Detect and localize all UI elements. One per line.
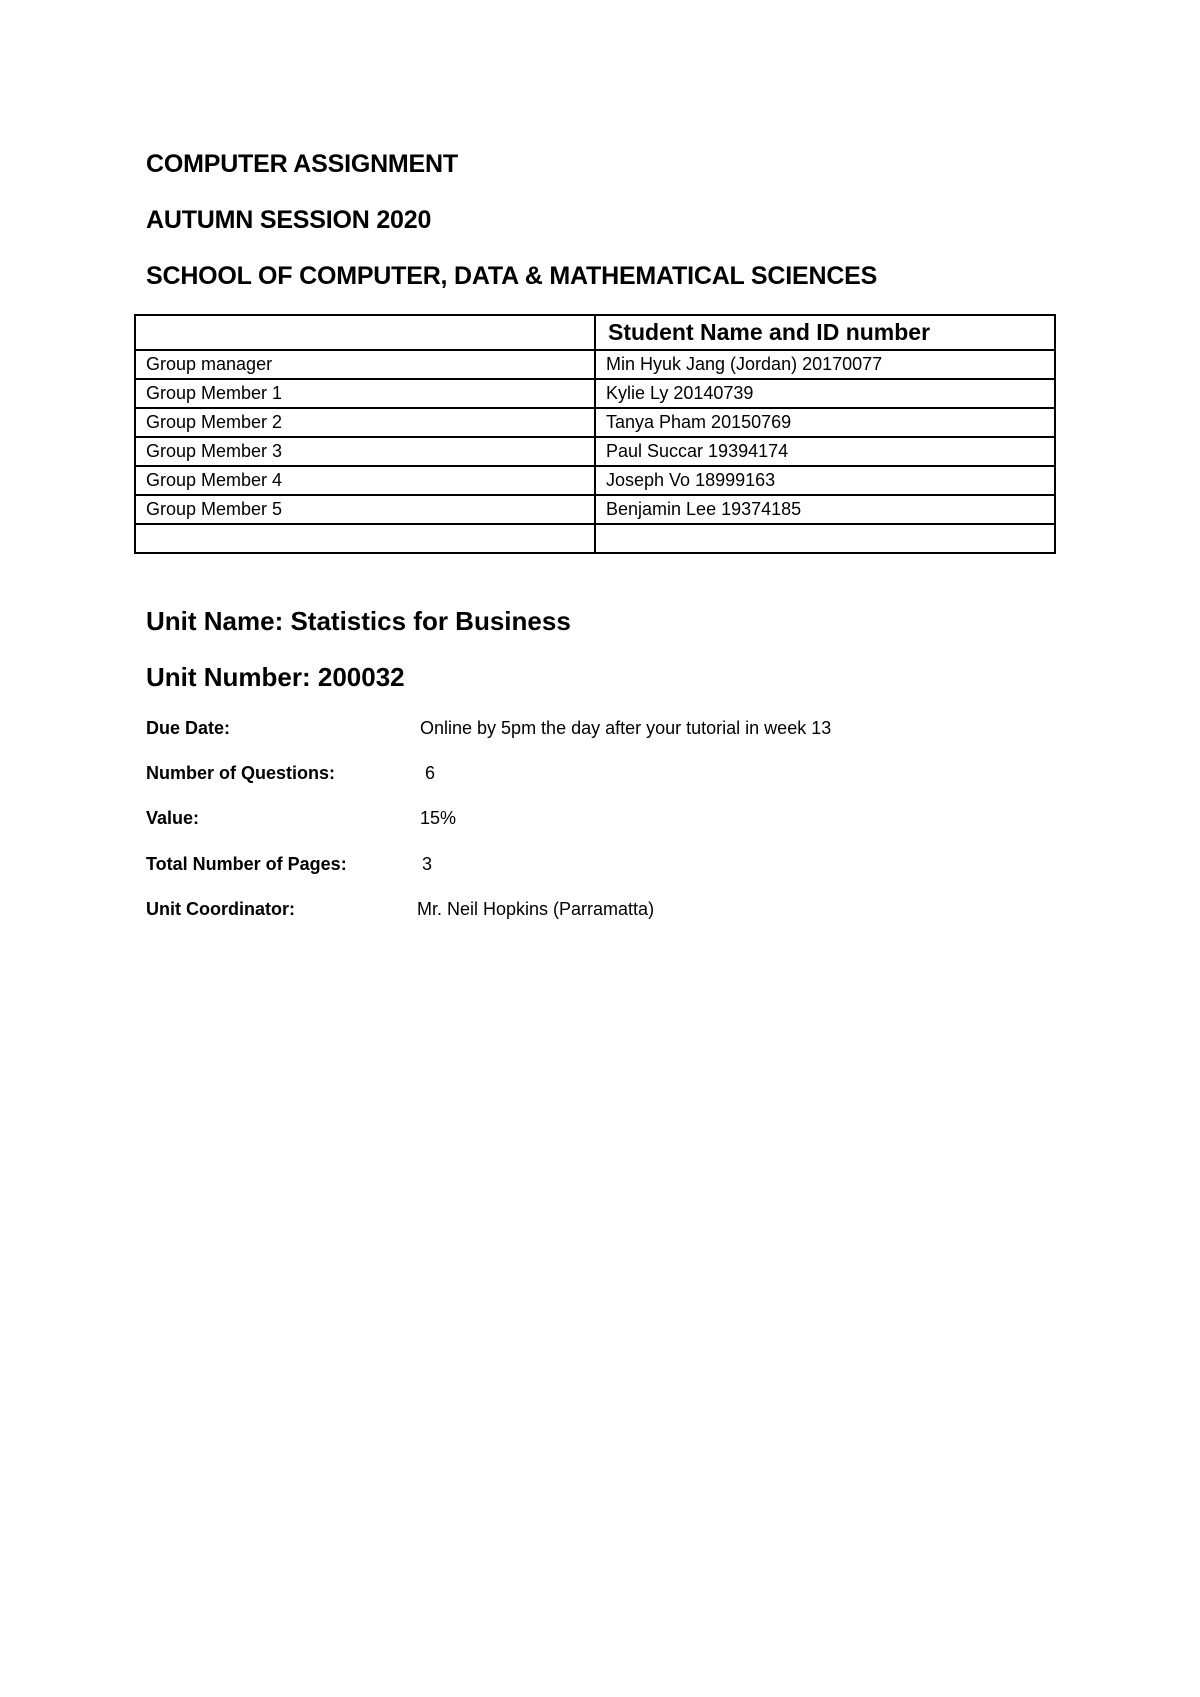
table-row — [135, 379, 1055, 408]
role-cell: Group Member 2 — [135, 408, 595, 437]
due-date-value: Online by 5pm the day after your tutorial in week 13 — [420, 718, 832, 738]
assignment-title: COMPUTER ASSIGNMENT — [146, 150, 458, 178]
table-row — [135, 495, 1055, 524]
table-row — [135, 408, 1055, 437]
role-cell: Group Member 5 — [135, 495, 595, 524]
student-cell: Tanya Pham 20150769 — [595, 408, 1055, 437]
table-row-empty — [135, 524, 1055, 553]
table-header-row — [135, 315, 1055, 350]
coordinator-label: Unit Coordinator: — [146, 899, 295, 919]
unit-name: Unit Name: Statistics for Business — [146, 606, 571, 636]
role-cell: Group manager — [135, 350, 595, 379]
table-row — [135, 466, 1055, 495]
student-cell: Joseph Vo 18999163 — [595, 466, 1055, 495]
pages-label: Total Number of Pages: — [146, 854, 347, 874]
unit-number: Unit Number: 200032 — [146, 662, 405, 692]
student-cell: Benjamin Lee 19374185 — [595, 495, 1055, 524]
student-cell — [595, 524, 1055, 553]
questions-label: Number of Questions: — [146, 763, 336, 783]
table-header-student: Student Name and ID number — [595, 315, 1055, 350]
value-label: Value: — [146, 808, 200, 828]
student-cell: Paul Succar 19394174 — [595, 437, 1055, 466]
student-cell: Min Hyuk Jang (Jordan) 20170077 — [595, 350, 1055, 379]
table-row — [135, 350, 1055, 379]
role-cell: Group Member 1 — [135, 379, 595, 408]
school-title: SCHOOL OF COMPUTER, DATA & MATHEMATICAL SCIENCES — [146, 262, 878, 290]
role-cell: Group Member 4 — [135, 466, 595, 495]
table-row — [135, 437, 1055, 466]
role-cell — [135, 524, 595, 553]
role-cell: Group Member 3 — [135, 437, 595, 466]
coordinator-value: Mr. Neil Hopkins (Parramatta) — [417, 899, 655, 919]
session-title: AUTUMN SESSION 2020 — [146, 206, 432, 234]
student-cell: Kylie Ly 20140739 — [595, 379, 1055, 408]
pages-value: 3 — [422, 854, 433, 874]
questions-value: 6 — [425, 763, 436, 783]
table-header-blank — [135, 315, 595, 350]
group-members-table — [134, 314, 1056, 554]
due-date-label: Due Date: — [146, 718, 231, 738]
value-value: 15% — [420, 808, 457, 828]
